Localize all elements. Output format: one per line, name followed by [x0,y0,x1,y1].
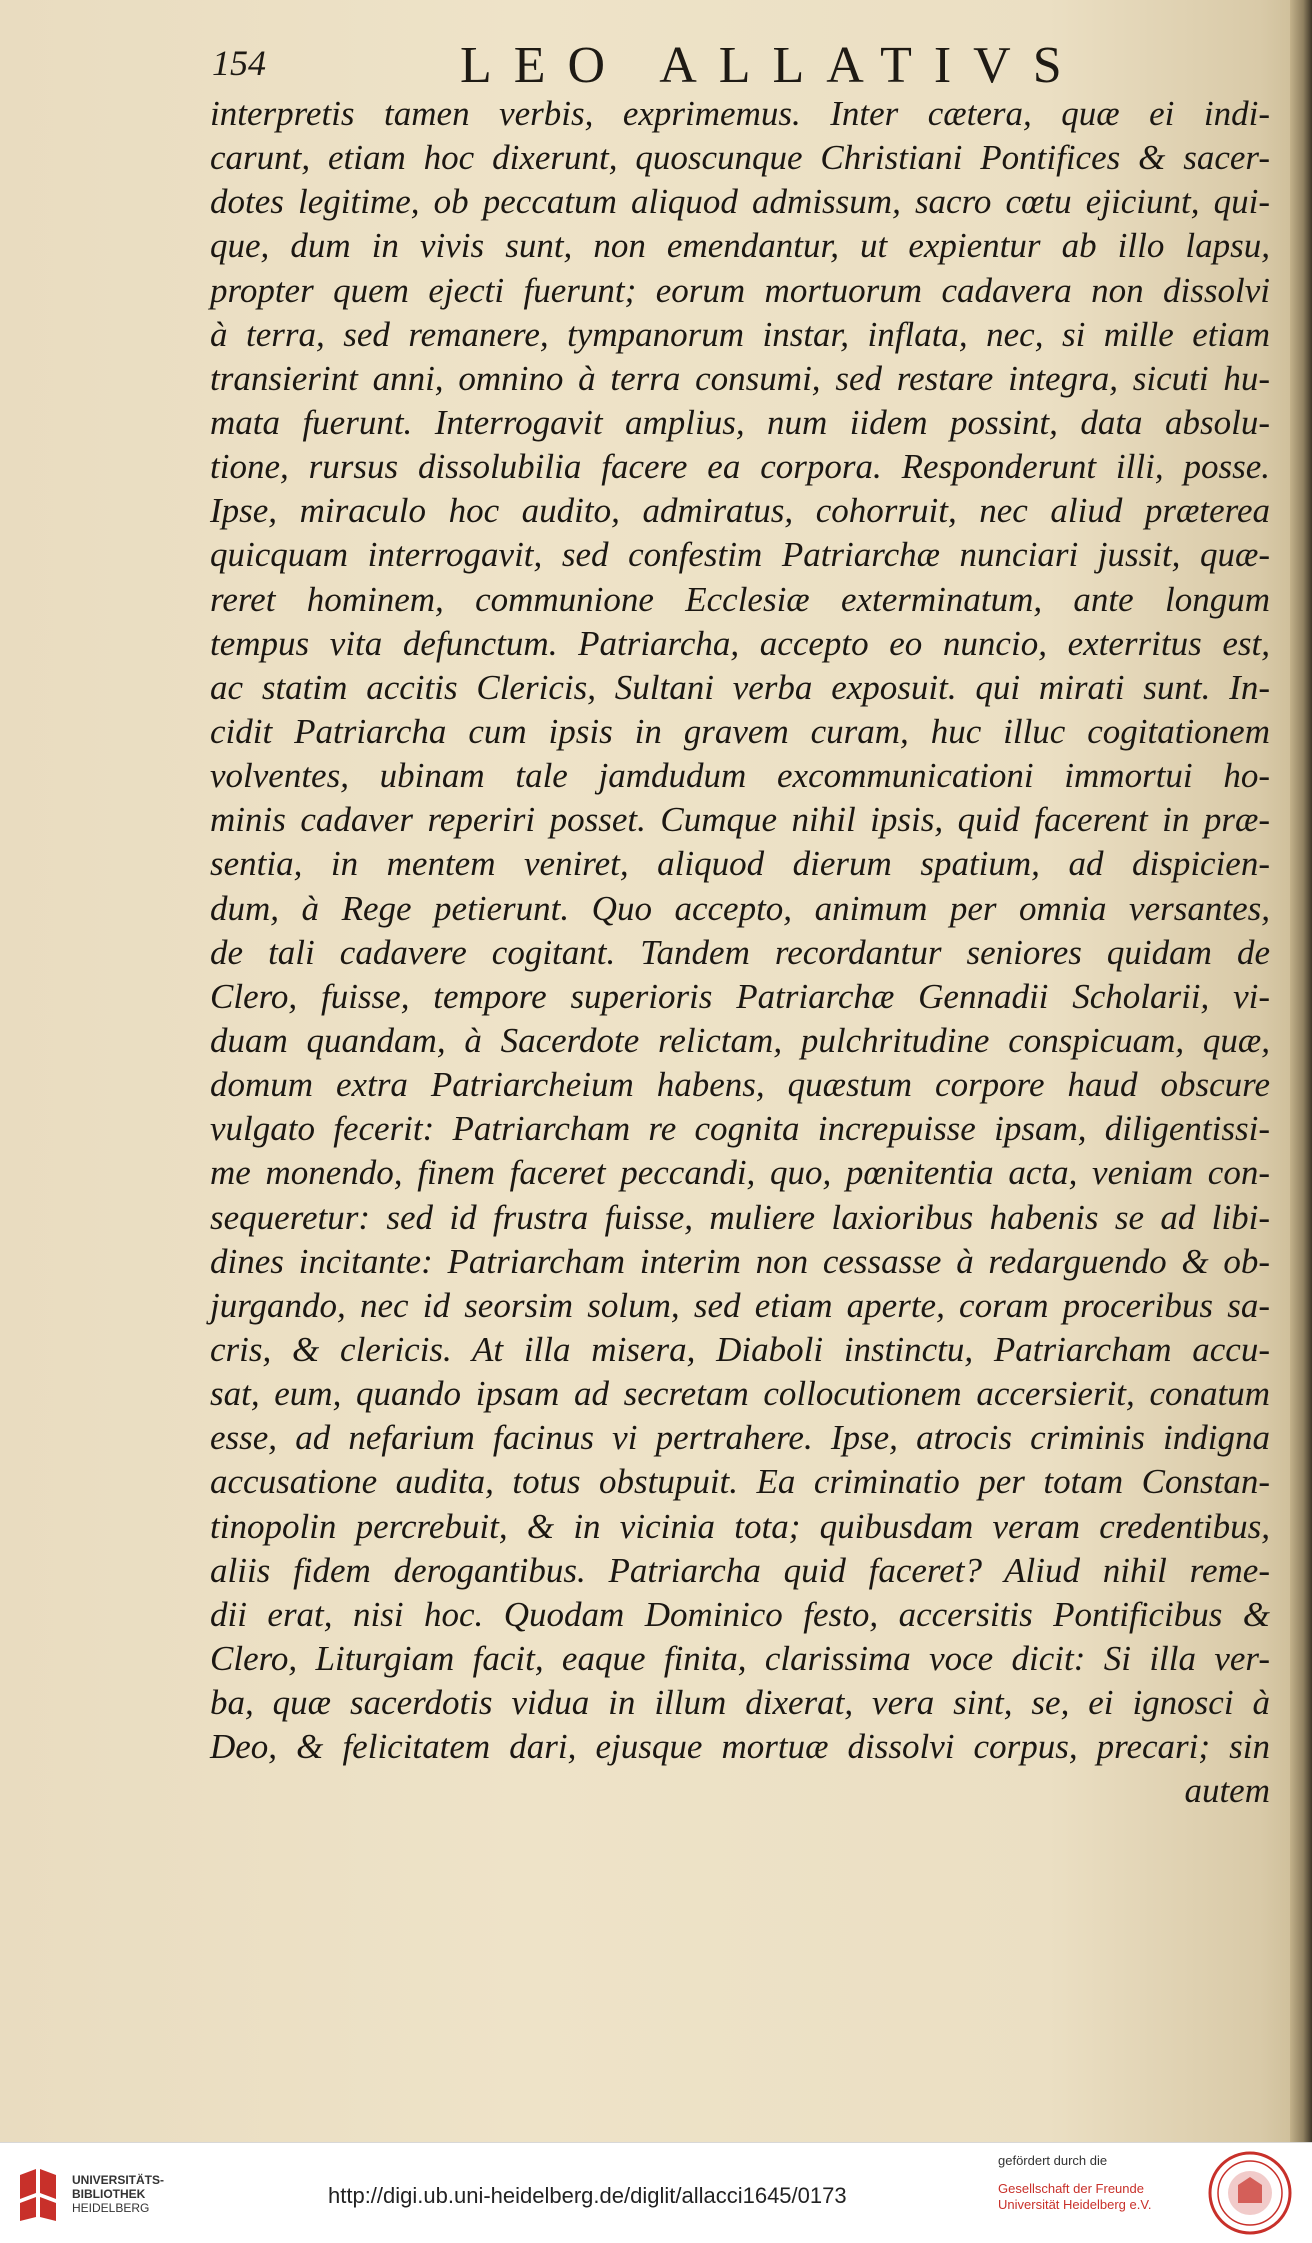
text-line: jurgando, nec id seorsim solum, sed etiam aperte, coram proceribus sa- [210,1285,1270,1325]
text-line: domum extra Patriarcheium habens, quæstum corpore haud obscure [210,1065,1270,1105]
text-line: à terra, sed remanere, tympanorum instar, inflata, nec, si mille etiam [210,314,1270,354]
viewer-footer [0,2142,1312,2243]
permalink-url[interactable]: http://digi.ub.uni-heidelberg.de/diglit/allacci1645/0173 [328,2183,847,2208]
catchword: autem [1184,1771,1270,1811]
text-line: aliis fidem derogantibus. Patriarcha quid faceret? Aliud nihil reme- [210,1550,1270,1590]
text-line: que, dum in vivis sunt, non emendantur, ut expientur ab illo lapsu, [210,226,1270,266]
text-line: sequeretur: sed id frustra fuisse, muliere laxioribus habenis se ad libi- [210,1197,1270,1237]
text-line: Clero, Liturgiam facit, eaque finita, clarissima voce dicit: Si illa ver- [210,1638,1270,1678]
text-line: propter quem ejecti fuerunt; eorum mortuorum cadavera non dissolvi [210,270,1270,310]
library-name-line: UNIVERSITÄTS- [72,2173,165,2187]
text-line: dum, à Rege petierunt. Quo accepto, animum per omnia versantes, [210,888,1270,928]
text-line: tione, rursus dissolubilia facere ea corpora. Responderunt illi, posse. [210,447,1270,487]
text-line: Clero, fuisse, tempore superioris Patriarchæ Gennadii Scholarii, vi- [210,976,1270,1016]
page-edge-shadow [1290,0,1312,2142]
text-line: dotes legitime, ob peccatum aliquod admissum, sacro cœtu ejiciunt, qui- [210,182,1270,222]
text-line: sentia, in mentem veniret, aliquod dierum spatium, ad dispicien- [210,844,1270,884]
text-line: ba, quæ sacerdotis vidua in illum dixerat, vera sint, se, ei ignosci à [210,1683,1270,1723]
sponsor-name-line: Universität Heidelberg e.V. [998,2197,1152,2212]
sponsor-block [998,2153,1198,2213]
text-line: mata fuerunt. Interrogavit amplius, num iidem possint, data absolu- [210,402,1270,442]
text-line: dii erat, nisi hoc. Quodam Dominico festo, accersitis Pontificibus & [210,1594,1270,1634]
library-name-line: BIBLIOTHEK [72,2187,146,2201]
text-line: accusatione audita, totus obstupuit. Ea criminatio per totam Constan- [210,1462,1270,1502]
text-line: me monendo, finem faceret peccandi, quo, pœnitentia acta, veniam con- [210,1153,1270,1193]
text-line: transierint anni, omnino à terra consumi, sed restare integra, sicuti hu- [210,358,1270,398]
text-line: de tali cadavere cogitant. Tandem recordantur seniores quidam de [210,932,1270,972]
text-line: cris, & clericis. At illa misera, Diaboli instinctu, Patriarcham accu- [210,1329,1270,1369]
text-line: volventes, ubinam tale jamdudum excommunicationi immortui ho- [210,756,1270,796]
text-line: interpretis tamen verbis, exprimemus. Inter cætera, quæ ei indi- [210,94,1270,133]
text-line: minis cadaver reperiri posset. Cumque nihil ipsis, quid facerent in præ- [210,800,1270,840]
running-title: LEO ALLATIVS [460,37,1084,94]
university-seal-icon [1208,2151,1292,2235]
sponsor-label: gefördert durch die [998,2153,1108,2168]
sponsor-name-line: Gesellschaft der Freunde [998,2181,1144,2196]
text-line: tinopolin percrebuit, & in vicinia tota; quibusdam veram credentibus, [210,1506,1270,1546]
text-line: Ipse, miraculo hoc audito, admiratus, cohorruit, nec aliud præterea [210,491,1270,531]
text-line: ac statim accitis Clericis, Sultani verba exposuit. qui mirati sunt. In- [210,667,1270,707]
text-line: quicquam interrogavit, sed confestim Patriarchæ nunciari jussit, quæ- [210,535,1270,575]
text-line: sat, eum, quando ipsam ad secretam collocutionem accersierit, conatum [210,1374,1270,1414]
ub-heidelberg-logo-icon[interactable] [14,2163,64,2223]
text-line: carunt, etiam hoc dixerunt, quoscunque Christiani Pontifices & sacer- [210,138,1270,178]
text-line: dines incitante: Patriarcham interim non cessasse à redarguendo & ob- [210,1241,1270,1281]
body-text [210,92,1270,1813]
text-line: cidit Patriarcha cum ipsis in gravem curam, huc illuc cogitationem [210,711,1270,751]
running-header [212,36,1212,96]
library-name [72,2173,192,2215]
text-line: duam quandam, à Sacerdote relictam, pulchritudine conspicuam, quæ, [210,1020,1270,1060]
library-name-line: HEIDELBERG [72,2201,150,2215]
page-number: 154 [212,43,266,83]
text-line: esse, ad nefarium facinus vi pertrahere. Ipse, atrocis criminis indigna [210,1418,1270,1458]
text-line: reret hominem, communione Ecclesiæ exterminatum, ante longum [210,579,1270,619]
text-line: Deo, & felicitatem dari, ejusque mortuæ dissolvi corpus, precari; sin [210,1727,1270,1767]
text-line: vulgato fecerit: Patriarcham re cognita increpuisse ipsam, diligentissi- [210,1109,1270,1149]
text-line: tempus vita defunctum. Patriarcha, accepto eo nuncio, exterritus est, [210,623,1270,663]
